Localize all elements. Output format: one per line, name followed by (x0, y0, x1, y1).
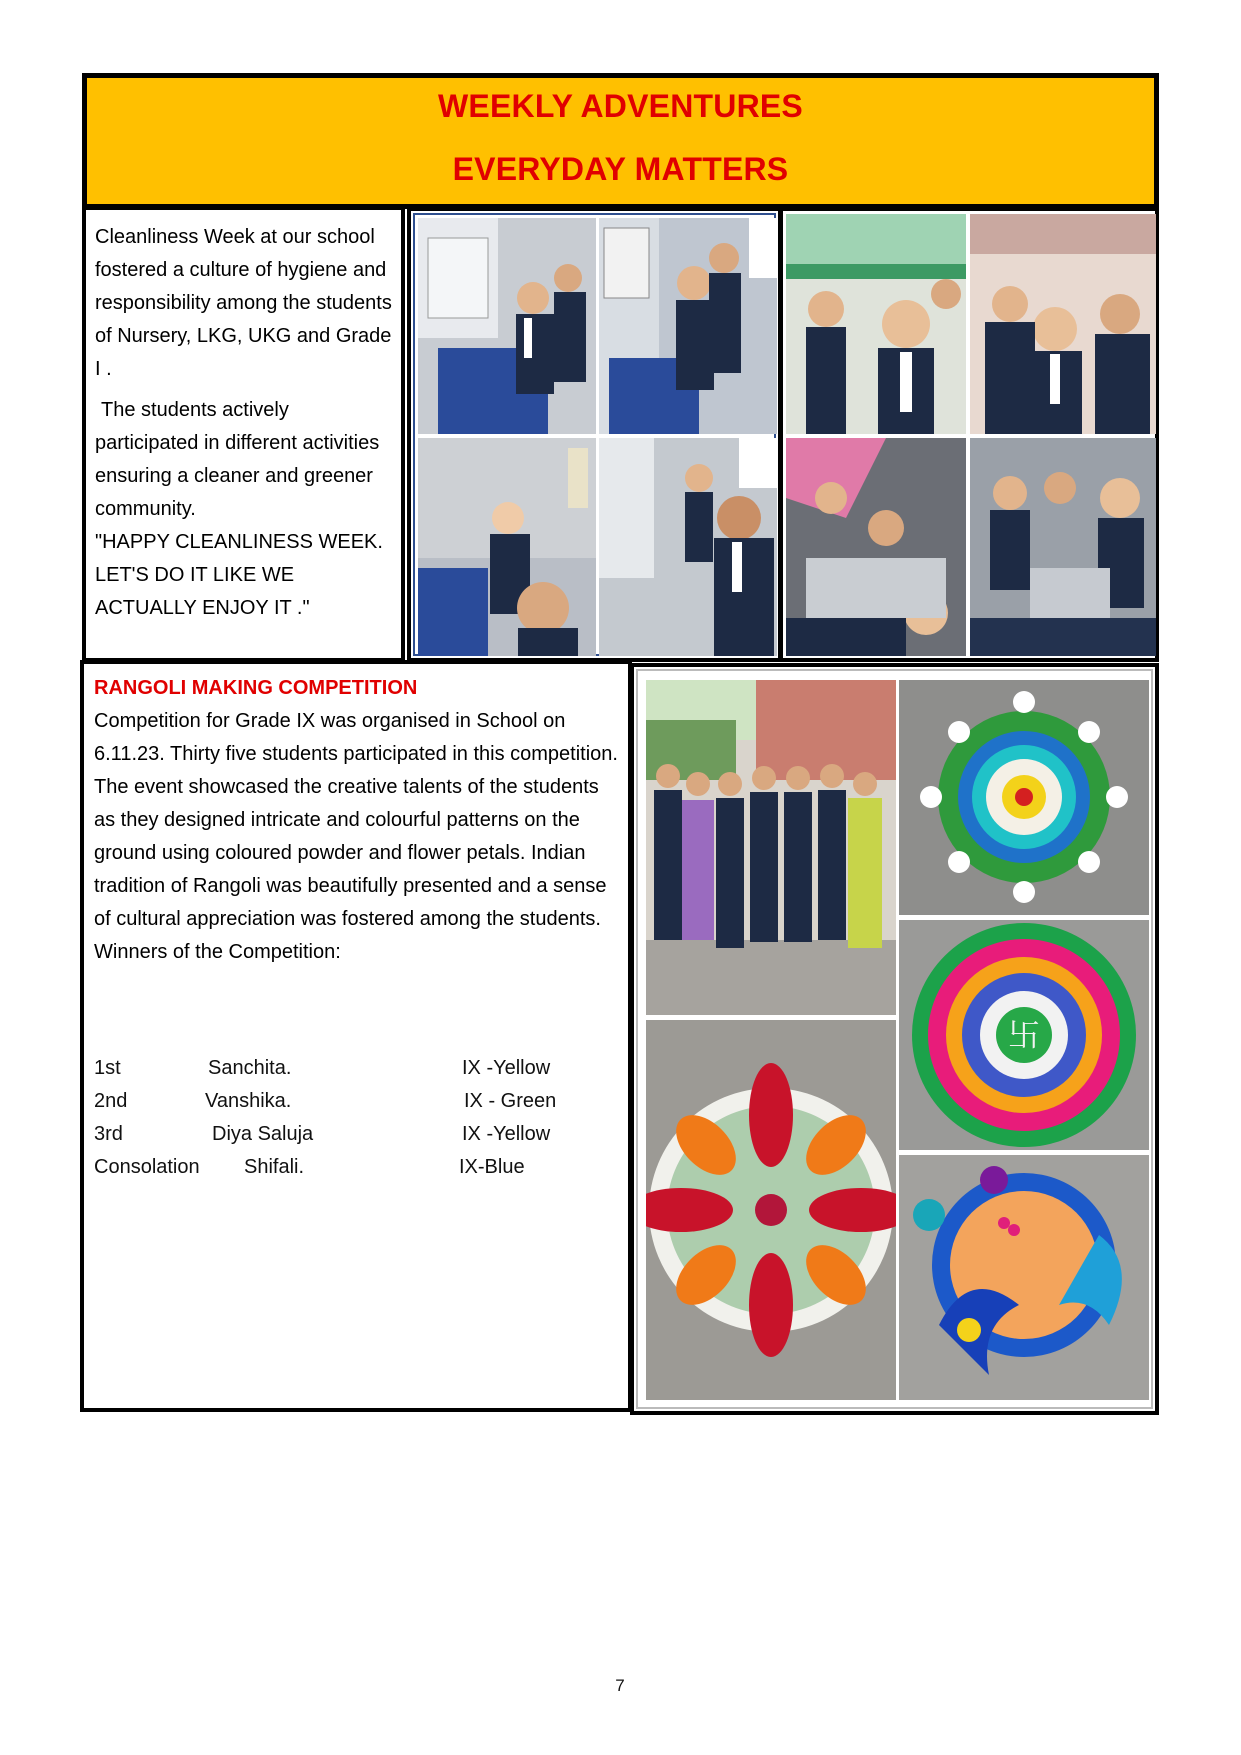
winner-place: 1st (94, 1057, 121, 1079)
header-title-line2: EVERYDAY MATTERS (452, 151, 789, 187)
rangoli-body-text: Competition for Grade IX was organised in School on 6.11.23. Thirty five students participated in this competition. The event showcased the creative talents of the students as they designed intricate and colourful patterns on the ground using coloured powder and flower petals. Indian tradition of Rangoli was beautifully presented and a sense of cultural appreciation was fostered among the students. (94, 710, 618, 930)
header-title-line1: WEEKLY ADVENTURES (438, 88, 803, 124)
winner-name: Diya Saluja (212, 1123, 314, 1145)
winner-place: Consolation (94, 1156, 200, 1178)
photo-rangoli-petal-flower (646, 1020, 896, 1400)
winner-row (94, 1151, 594, 1184)
svg-text:卐: 卐 (1007, 1016, 1041, 1054)
photo-classroom-3 (786, 438, 966, 656)
cleanliness-quote-line2: LET'S DO IT LIKE WE ACTUALLY ENJOY IT ." (95, 564, 310, 619)
photo-classroom-4 (970, 438, 1156, 656)
photo-handwashing-3 (418, 438, 596, 656)
cleanliness-photo-collage-right (779, 207, 1159, 662)
photo-rangoli-flower-circle (899, 680, 1149, 915)
winner-name: Vanshika. (205, 1090, 292, 1112)
cleanliness-paragraph-1: Cleanliness Week at our school fostered a culture of hygiene and responsibility among the students of Nursery, LKG, UKG and Grade I . (95, 226, 392, 380)
cleanliness-photo-collage-left (407, 207, 782, 662)
photo-handwashing-4 (599, 438, 777, 656)
winner-house: IX -Yellow (462, 1057, 551, 1079)
photo-handwashing-1 (418, 218, 596, 434)
photo-rangoli-peacock (899, 1155, 1149, 1400)
winner-row (94, 1052, 594, 1085)
cleanliness-text-box (82, 206, 405, 662)
winner-row (94, 1118, 594, 1151)
winners-list (94, 1052, 614, 1192)
page-header-banner (82, 73, 1159, 209)
photo-classroom-2 (970, 214, 1156, 434)
rangoli-title: RANGOLI MAKING COMPETITION (94, 677, 418, 699)
photo-rangoli-swastika (899, 920, 1149, 1150)
winner-name: Shifali. (244, 1156, 305, 1178)
rangoli-text-box (80, 660, 632, 1412)
cleanliness-quote-line1: "HAPPY CLEANLINESS WEEK. (95, 531, 383, 553)
winner-house: IX -Yellow (462, 1123, 551, 1145)
photo-handwashing-2 (599, 218, 777, 434)
winner-house: IX - Green (464, 1090, 557, 1112)
page-number: 7 (615, 1676, 625, 1695)
cleanliness-paragraph-2: The students actively participated in different activities ensuring a cleaner and greener community. (95, 399, 380, 520)
rangoli-photo-collage (630, 663, 1159, 1415)
winner-house: IX-Blue (459, 1156, 525, 1178)
winner-place: 3rd (94, 1123, 123, 1145)
photo-classroom-1 (786, 214, 966, 434)
winner-name: Sanchita. (208, 1057, 292, 1079)
winner-place: 2nd (94, 1090, 128, 1112)
winner-row (94, 1085, 594, 1118)
photo-rangoli-participants (646, 680, 896, 1015)
winners-heading: Winners of the Competition: (94, 941, 341, 963)
